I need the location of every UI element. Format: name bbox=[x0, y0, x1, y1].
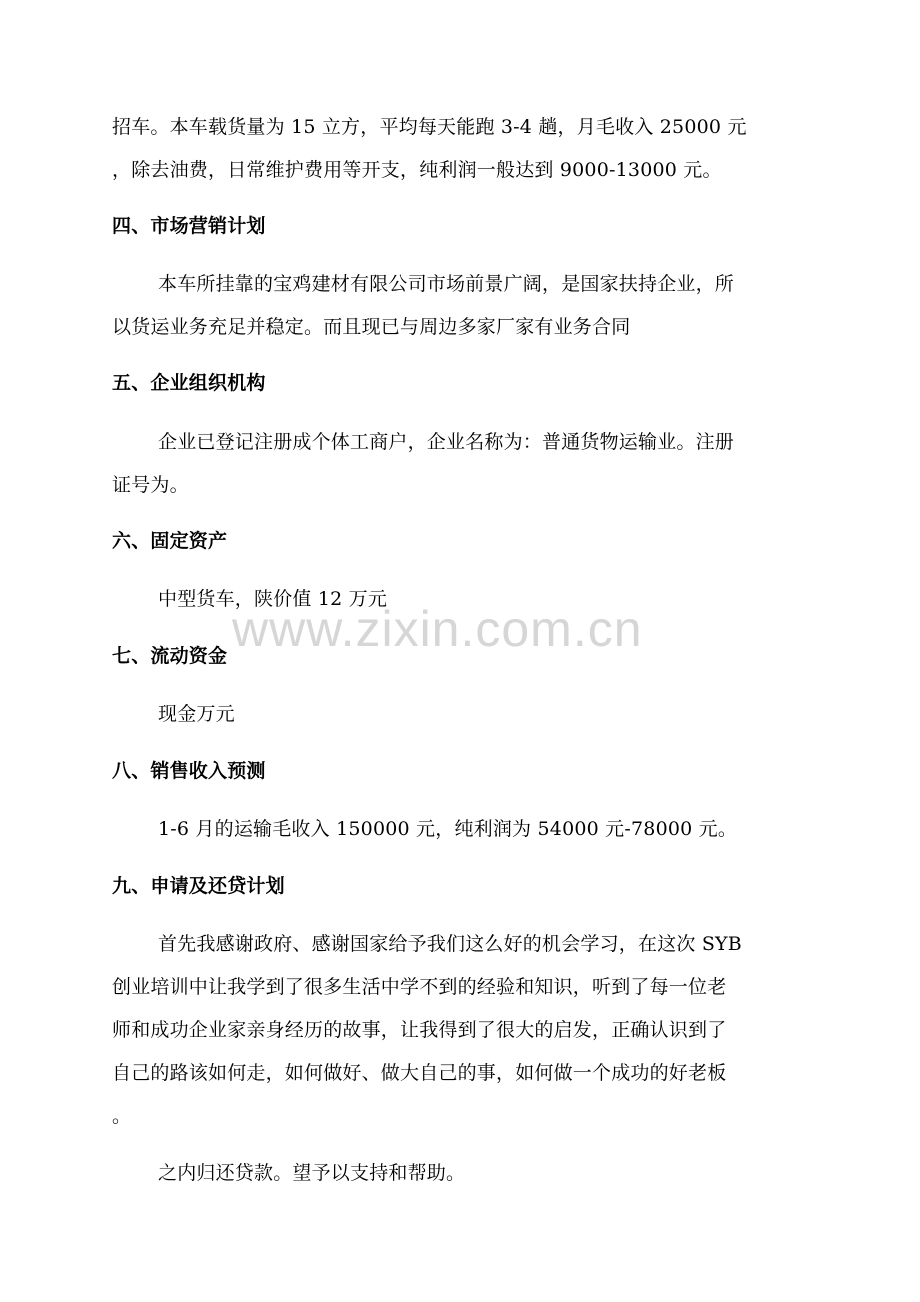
section-heading-organization: 五、企业组织机构 bbox=[112, 372, 266, 394]
body-text-line: 企业已登记注册成个体工商户，企业名称为：普通货物运输业。注册 bbox=[158, 431, 735, 453]
body-text-line: 招车。本车载货量为 15 立方，平均每天能跑 3-4 趟，月毛收入 25000 元 bbox=[112, 116, 747, 138]
section-heading-fixed-assets: 六、固定资产 bbox=[112, 530, 228, 552]
section-heading-working-capital: 七、流动资金 bbox=[112, 645, 228, 667]
body-text-line: 自己的路该如何走，如何做好、做大自己的事，如何做一个成功的好老板 bbox=[112, 1062, 727, 1084]
section-heading-marketing: 四、市场营销计划 bbox=[112, 215, 266, 237]
section-heading-sales-forecast: 八、销售收入预测 bbox=[112, 760, 266, 782]
body-text-line: 中型货车，陕价值 12 万元 bbox=[158, 588, 388, 610]
body-text-line: 。 bbox=[112, 1105, 132, 1127]
body-text-line: ，除去油费，日常维护费用等开支，纯利润一般达到 9000-13000 元。 bbox=[112, 159, 722, 181]
section-heading-loan-plan: 九、申请及还贷计划 bbox=[112, 875, 285, 897]
body-text-line: 之内归还贷款。望予以支持和帮助。 bbox=[158, 1162, 466, 1184]
body-text-line: 1-6 月的运输毛收入 150000 元，纯利润为 54000 元-78000 元。 bbox=[158, 818, 738, 840]
body-text-line: 现金万元 bbox=[158, 703, 235, 725]
body-text-line: 以货运业务充足并稳定。而且现已与周边多家厂家有业务合同 bbox=[112, 316, 631, 338]
body-text-line: 本车所挂靠的宝鸡建材有限公司市场前景广阔，是国家扶持企业，所 bbox=[158, 273, 735, 295]
body-text-line: 证号为。 bbox=[112, 474, 189, 496]
watermark-text: www.zixin.com.cn bbox=[232, 601, 643, 657]
body-text-line: 首先我感谢政府、感谢国家给予我们这么好的机会学习，在这次 SYB bbox=[158, 933, 742, 955]
body-text-line: 创业培训中让我学到了很多生活中学不到的经验和知识，听到了每一位老 bbox=[112, 976, 727, 998]
body-text-line: 师和成功企业家亲身经历的故事，让我得到了很大的启发，正确认识到了 bbox=[112, 1019, 727, 1041]
